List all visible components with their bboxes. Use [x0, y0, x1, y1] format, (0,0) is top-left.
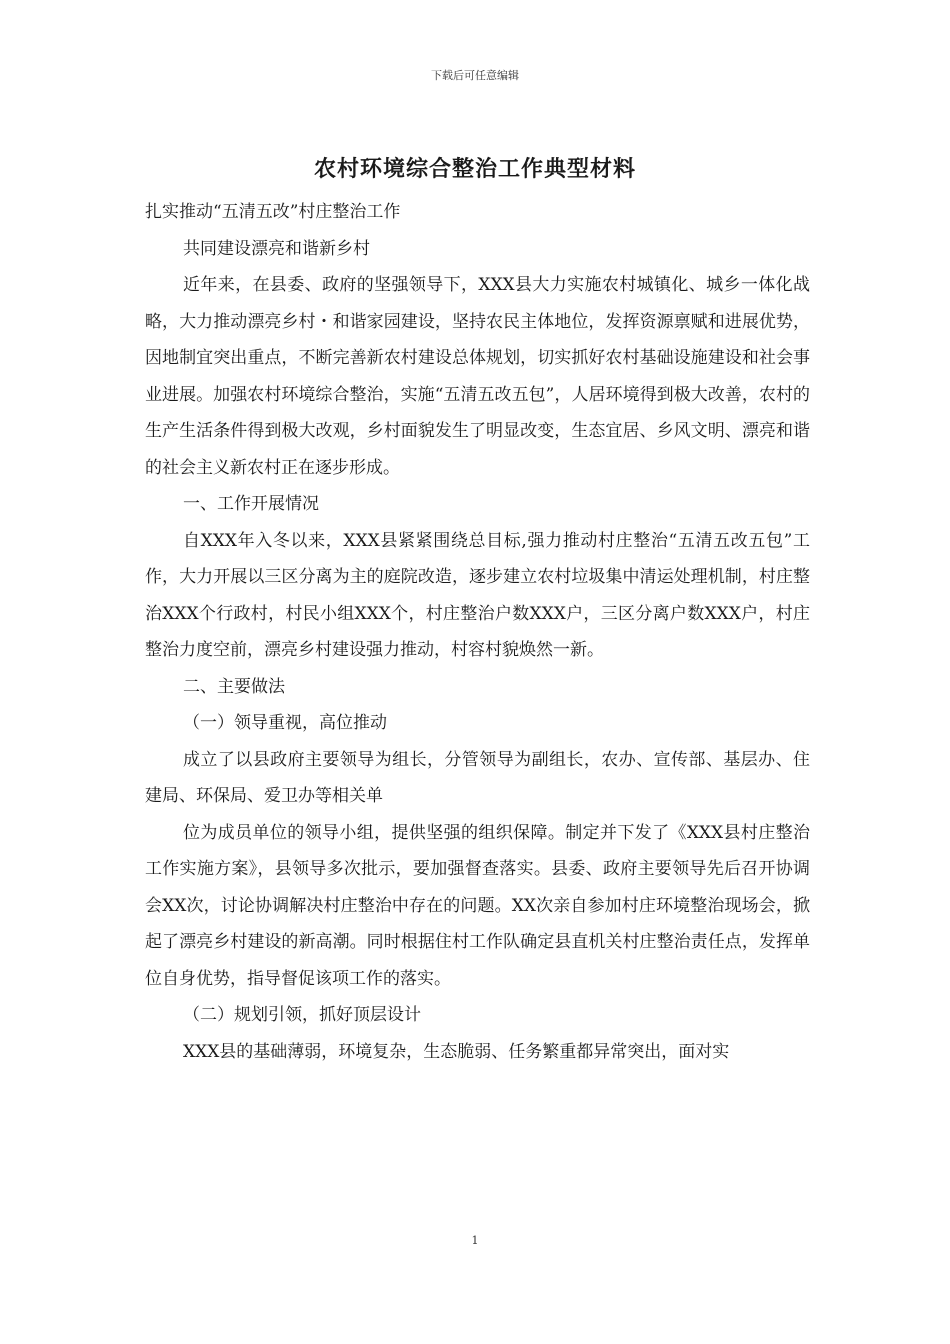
paragraph-leadership-b: 位为成员单位的领导小组，提供坚强的组织保障。制定并下发了《XXX县村庄整治工作实施方案》，县领导多次批示，要加强督查落实。县委、政府主要领导先后召开协调会XX次，讨论协调解决村庄整治中存在的问题。XX次亲自参加村庄环境整治现场会，掀起了漂亮乡村建设的新高潮。同时根据住村工作队确定县直机关村庄整治责任点，发挥单位自身优势，指导督促该项工作的落实。 [145, 822, 810, 989]
subsection-heading-2: （二）规划引领，抓好顶层设计 [183, 1005, 421, 1025]
subsection-heading-1: （一）领导重视，高位推动 [183, 713, 387, 733]
paragraph-leadership-a: 成立了以县政府主要领导为组长，分管领导为副组长，农办、宣传部、基层办、住建局、环保局、爱卫办等相关单 [145, 749, 810, 806]
section-heading-1: 一、工作开展情况 [183, 494, 319, 514]
page-number: 1 [471, 1234, 479, 1247]
subtitle-line-1: 扎实推动“五清五改”村庄整治工作 [145, 202, 401, 222]
paragraph-planning: XXX县的基础薄弱，环境复杂，生态脆弱、任务繁重都异常突出，面对实 [183, 1041, 730, 1062]
paragraph-intro: 近年来，在县委、政府的坚强领导下，XXX县大力实施农村城镇化、城乡一体化战略，大力推动漂亮乡村・和谐家园建设，坚持农民主体地位，发挥资源禀赋和进展优势，因地制宜突出重点，不断完善新农村建设总体规划，切实抓好农村基础设施建设和社会事业进展。加强农村环境综合整治，实施“五清五改五包”，人居环境得到极大改善，农村的生产生活条件得到极大改观，乡村面貌发生了明显改变，生态宜居、乡风文明、漂亮和谐的社会主义新农村正在逐步形成。 [145, 275, 810, 478]
document-body [145, 194, 810, 1070]
section-heading-2: 二、主要做法 [183, 676, 285, 697]
subtitle-line-2: 共同建设漂亮和谐新乡村 [183, 238, 370, 259]
paragraph-work-status: 自XXX年入冬以来，XXX县紧紧围绕总目标,强力推动村庄整治“五清五改五包”工作，大力开展以三区分离为主的庭院改造，逐步建立农村垃圾集中清运处理机制，村庄整治XXX个行政村，村民小组XXX个，村庄整治户数XXX户，三区分离户数XXX户，村庄整治力度空前，漂亮乡村建设强力推动，村容村貌焕然一新。 [145, 530, 810, 660]
page-header-note: 下载后可任意编辑 [431, 69, 519, 82]
document-title: 农村环境综合整治工作典型材料 [313, 156, 636, 182]
